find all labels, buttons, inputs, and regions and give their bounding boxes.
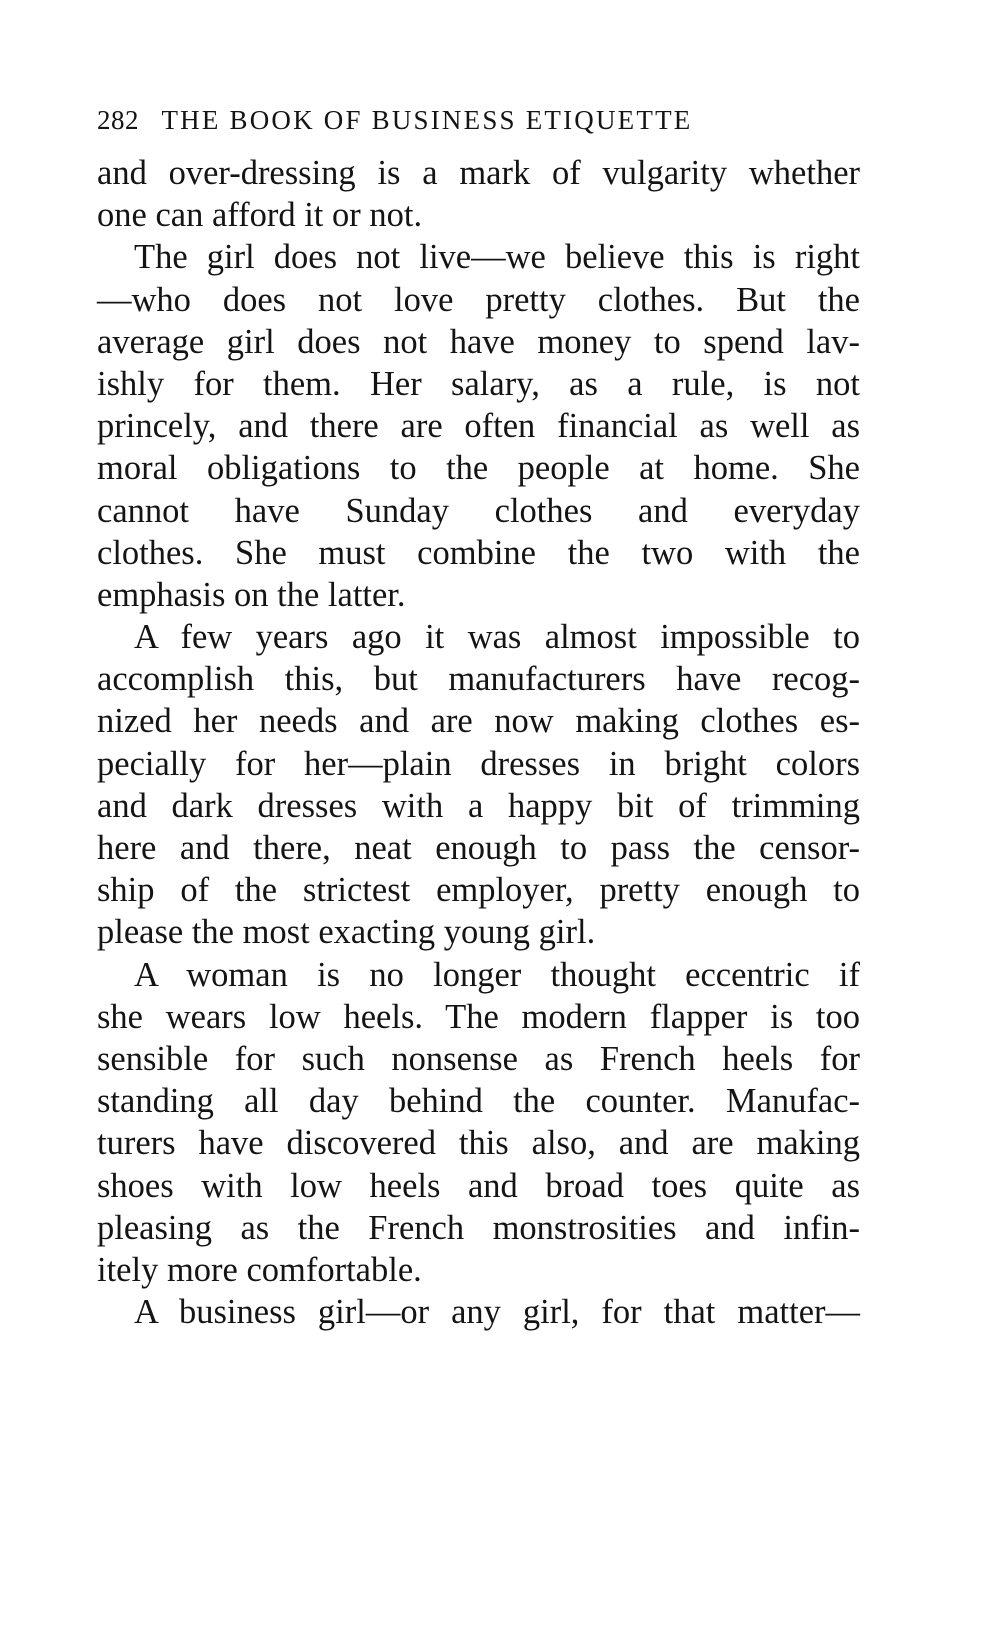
text-line: emphasis on the latter. [97, 575, 406, 614]
text-line: cannot have Sunday clothes and everyday [97, 491, 860, 530]
text-line: sensible for such nonsense as French heels for [97, 1039, 860, 1078]
text-line: ship of the strictest employer, pretty enough to [97, 871, 860, 910]
text-line: shoes with low heels and broad toes quite as [97, 1166, 860, 1205]
text-line: itely more comfortable. [97, 1250, 422, 1289]
text-line: and dark dresses with a happy bit of trimming [97, 786, 860, 825]
running-header [97, 100, 817, 140]
text-line: clothes. She must combine the two with the [97, 533, 860, 572]
text-line: please the most exacting young girl. [97, 913, 596, 952]
text-line: one can afford it or not. [97, 196, 423, 235]
text-line: standing all day behind the counter. Manufac- [97, 1082, 860, 1121]
text-line: A few years ago it was almost impossible to [134, 618, 860, 657]
text-line: turers have discovered this also, and are making [97, 1124, 860, 1163]
text-line: accomplish this, but manufacturers have recog- [97, 660, 860, 699]
text-line: she wears low heels. The modern flapper is too [97, 997, 860, 1036]
text-line: average girl does not have money to spend lav- [97, 322, 860, 361]
body-text [97, 152, 860, 1333]
text-line: princely, and there are often financial as well as [97, 407, 860, 446]
text-line: A business girl—or any girl, for that matter— [134, 1293, 860, 1332]
text-line: —who does not love pretty clothes. But the [97, 280, 860, 319]
text-line: moral obligations to the people at home. She [97, 449, 860, 488]
text-line: ishly for them. Her salary, as a rule, is not [97, 364, 860, 403]
text-line: and over-dressing is a mark of vulgarity whether [97, 154, 860, 192]
page-number: 282 [97, 105, 139, 135]
running-title: THE BOOK OF BUSINESS ETIQUETTE [161, 105, 693, 135]
text-line: pecially for her—plain dresses in bright colors [97, 744, 860, 783]
text-line: nized her needs and are now making clothes es- [97, 702, 860, 741]
text-line: A woman is no longer thought eccentric if [134, 955, 860, 994]
text-line: The girl does not live—we believe this is right [134, 238, 860, 277]
text-line: pleasing as the French monstrosities and infin- [97, 1208, 860, 1247]
text-line: here and there, neat enough to pass the censor- [97, 829, 860, 867]
